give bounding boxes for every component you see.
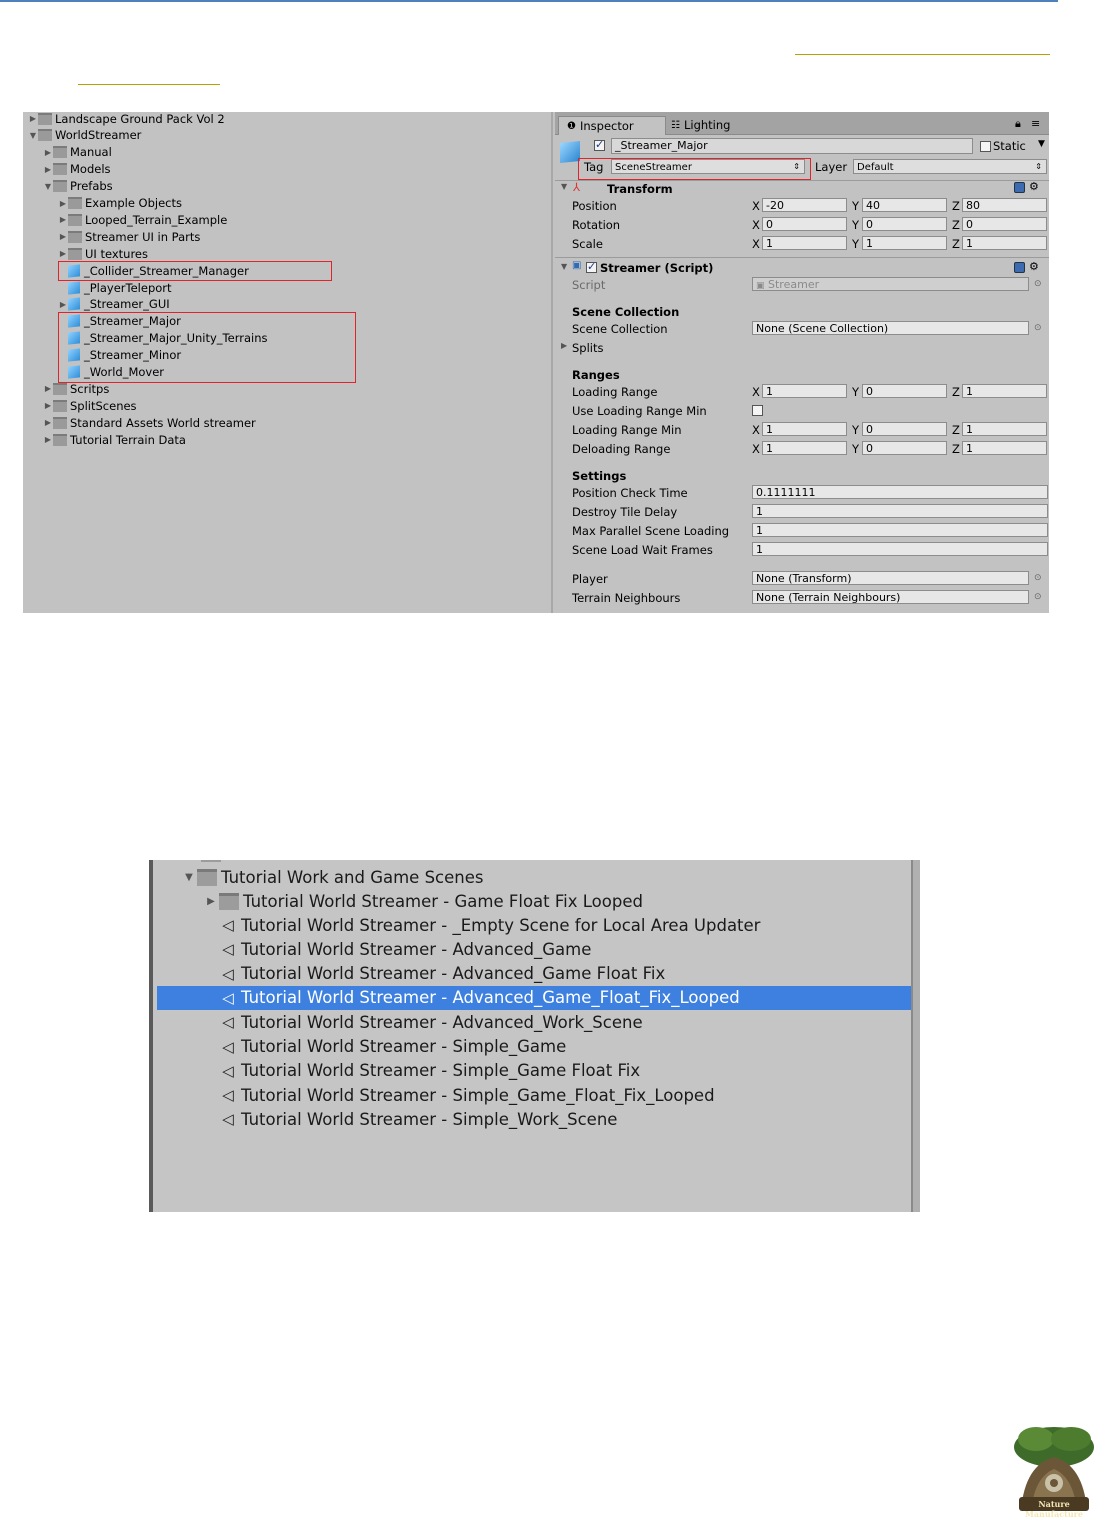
project-item-label: _Streamer_Major: [84, 314, 181, 329]
scene-item[interactable]: [157, 1107, 911, 1131]
folder-icon: [53, 180, 67, 192]
expand-arrow-right-icon[interactable]: ▶: [59, 198, 67, 208]
z-axis-label: Z: [952, 423, 960, 437]
folder-icon: [38, 113, 52, 125]
nature-manufacture-logo: [1011, 1425, 1097, 1517]
unity-scene-icon: ◁: [222, 964, 234, 983]
expand-arrow-right-icon[interactable]: ▶: [44, 147, 52, 157]
y-axis-label: Y: [852, 385, 860, 399]
scene-item[interactable]: [157, 1035, 911, 1059]
deloading-range-y-field[interactable]: 0: [862, 441, 947, 455]
ranges-header: Ranges: [572, 368, 620, 382]
x-axis-label: X: [752, 237, 760, 251]
folder-icon: [53, 383, 67, 395]
section-separator: [555, 180, 1049, 181]
folder-icon: [53, 434, 67, 446]
logo-text: Nature Manufacture: [1025, 1499, 1083, 1519]
position-label: Position: [572, 199, 617, 213]
project-item-label: _Streamer_GUI: [84, 297, 170, 312]
loading-range-min-x-field[interactable]: 1: [762, 422, 847, 436]
scale-x-field[interactable]: 1: [762, 236, 847, 250]
unity-scene-icon: ◁: [222, 916, 234, 934]
terrain-neighbours-field[interactable]: None (Terrain Neighbours): [752, 590, 1029, 604]
link-underline: [795, 54, 1050, 55]
x-axis-label: X: [752, 218, 760, 232]
scene-item[interactable]: [157, 913, 911, 937]
scenes-folder-screenshot: [149, 860, 920, 1212]
scale-y-field[interactable]: 1: [862, 236, 947, 250]
lighting-icon: ☷: [671, 119, 680, 131]
folder-icon: [38, 129, 52, 141]
layer-label: Layer: [815, 160, 848, 174]
folder-game-float-fix-looped[interactable]: ▶ Tutorial World Streamer - Game Float Fix Looped: [157, 889, 920, 913]
scene-item-label: Tutorial World Streamer - _Empty Scene for Local Area Updater: [241, 915, 761, 935]
position-check-time-field[interactable]: 0.1111111: [752, 485, 1048, 499]
z-axis-label: Z: [952, 385, 960, 399]
expand-arrow-down-icon[interactable]: ▼: [44, 181, 52, 191]
tag-label: Tag: [584, 160, 604, 174]
object-picker-icon[interactable]: ⊙: [1034, 279, 1042, 289]
folder-icon: [53, 163, 67, 175]
highlight-collider-manager: [58, 261, 332, 281]
max-parallel-label: Max Parallel Scene Loading: [572, 524, 730, 538]
unity-scene-icon: ◁: [222, 1110, 234, 1129]
project-item[interactable]: [29, 127, 141, 144]
script-file-icon: ▣: [756, 281, 765, 291]
scene-item[interactable]: [157, 1059, 911, 1083]
project-item[interactable]: [59, 228, 200, 245]
expand-arrow-right-icon[interactable]: ▶: [44, 401, 52, 411]
expand-arrow-down-icon[interactable]: ▼: [29, 130, 37, 140]
folder-icon: [53, 417, 67, 429]
expand-arrow-right-icon[interactable]: ▶: [29, 114, 37, 123]
project-item-label: _Collider_Streamer_Manager: [84, 263, 249, 278]
folder-icon: [68, 231, 82, 243]
scale-z-field[interactable]: 1: [962, 236, 1047, 250]
tab-inspector[interactable]: ❶ Inspector: [558, 116, 666, 135]
expand-arrow-right-icon[interactable]: ▶: [44, 435, 52, 445]
static-label: Static: [993, 139, 1026, 153]
splits-label[interactable]: Splits: [572, 341, 604, 355]
project-item-label: SplitScenes: [70, 398, 137, 413]
x-axis-label: X: [752, 199, 760, 213]
scene-item-label: Tutorial World Streamer - Simple_Game_Float_Fix_Looped: [241, 1085, 715, 1105]
deloading-range-label: Deloading Range: [572, 442, 671, 456]
unity-scene-icon: ◁: [222, 1013, 234, 1032]
scene-load-wait-field[interactable]: 1: [752, 542, 1048, 556]
transform-axes-icon: ⅄: [573, 180, 581, 194]
expand-arrow-right-icon[interactable]: ▶: [59, 215, 67, 225]
gear-icon[interactable]: ⚙: [1029, 260, 1039, 273]
gameobject-cube-icon: [560, 141, 580, 163]
highlight-streamers: [58, 312, 356, 383]
splits-fold-arrow-icon[interactable]: ▶: [561, 341, 568, 350]
page-top-rule: [0, 0, 1058, 2]
project-item[interactable]: [44, 397, 137, 414]
scene-item[interactable]: [157, 1083, 911, 1107]
scene-item-label: Tutorial World Streamer - Simple_Game: [241, 1037, 567, 1056]
folder-icon: [68, 214, 82, 226]
unity-scene-icon: ◁: [222, 1061, 234, 1080]
folder-icon: [197, 869, 217, 886]
prefab-icon: [68, 298, 80, 311]
project-item[interactable]: [29, 112, 225, 127]
folder-icon: [53, 146, 67, 158]
section-separator: [555, 257, 1049, 258]
streamer-fold-arrow-icon[interactable]: ▼: [561, 262, 568, 271]
layer-dropdown-arrows-icon: ⇕: [1035, 162, 1042, 171]
project-item-label: _PlayerTeleport: [84, 280, 172, 295]
y-axis-label: Y: [852, 237, 860, 251]
destroy-tile-delay-field[interactable]: 1: [752, 504, 1048, 518]
scene-item[interactable]: [157, 962, 911, 986]
active-checkbox[interactable]: [594, 140, 605, 151]
gear-icon[interactable]: ⚙: [1029, 180, 1039, 193]
layer-dropdown[interactable]: Default ⇕: [853, 159, 1047, 174]
project-item-label: Streamer UI in Parts: [85, 229, 201, 244]
rotation-y-field[interactable]: 0: [862, 217, 947, 231]
project-item-label: Standard Assets World streamer: [70, 415, 256, 430]
z-axis-label: Z: [952, 237, 960, 251]
y-axis-label: Y: [852, 199, 860, 213]
deloading-range-x-field[interactable]: 1: [762, 441, 847, 455]
rotation-z-field[interactable]: 0: [962, 217, 1047, 231]
inspector-panel: [555, 112, 1049, 613]
position-check-time-label: Position Check Time: [572, 486, 688, 500]
expand-arrow-right-icon[interactable]: ▶: [59, 249, 67, 259]
z-axis-label: Z: [952, 442, 960, 456]
project-item-label: Example Objects: [85, 196, 182, 210]
player-label: Player: [572, 572, 608, 586]
scene-item-label: Tutorial World Streamer - Simple_Work_Scene: [241, 1109, 618, 1129]
unity-scene-icon: ◁: [222, 988, 234, 1007]
folder-tutorial-scenes[interactable]: ▼ Tutorial Work and Game Scenes: [157, 865, 920, 889]
loading-range-min-label: Loading Range Min: [572, 423, 682, 437]
project-item[interactable]: [59, 279, 172, 296]
project-item[interactable]: [44, 144, 112, 161]
rotation-x-field[interactable]: 0: [762, 217, 847, 231]
static-dropdown-icon[interactable]: ▼: [1038, 139, 1045, 149]
project-item[interactable]: [59, 195, 182, 212]
script-label: Script: [572, 278, 606, 292]
folder-icon: [53, 400, 67, 412]
panel-left-edge: [149, 860, 153, 1212]
project-item-label: UI textures: [85, 246, 148, 261]
lock-icon[interactable]: 🔒︎: [1015, 117, 1021, 130]
expand-arrow-right-icon[interactable]: ▶: [59, 232, 67, 242]
y-axis-label: Y: [852, 442, 860, 456]
terrain-neighbours-label: Terrain Neighbours: [572, 591, 681, 605]
scene-item-label: Tutorial World Streamer - Simple_Game Float Fix: [241, 1061, 641, 1081]
scene-item-label: Tutorial World Streamer - Advanced_Game Float Fix: [241, 964, 666, 984]
loading-range-min-y-field[interactable]: 0: [862, 422, 947, 436]
link-underline-continued: [78, 84, 220, 85]
project-item-label: _Streamer_Major_Unity_Terrains: [84, 331, 268, 346]
project-item-label: Landscape Ground Pack Vol 2: [55, 112, 225, 126]
scene-item-label: Tutorial World Streamer - Advanced_Game: [241, 939, 592, 959]
script-field: ▣ Streamer: [752, 277, 1029, 291]
folder-icon: [68, 248, 82, 260]
expand-arrow-right-icon[interactable]: ▶: [44, 384, 52, 394]
project-item-label: WorldStreamer: [55, 128, 142, 143]
streamer-title: Streamer (Script): [600, 261, 714, 275]
use-loading-range-min-checkbox[interactable]: [752, 405, 763, 416]
expand-arrow-right-icon[interactable]: ▶: [207, 895, 215, 907]
x-axis-label: X: [752, 442, 760, 456]
unity-scene-icon: ◁: [222, 1086, 234, 1105]
scale-label: Scale: [572, 237, 603, 251]
loading-range-y-field[interactable]: 0: [862, 384, 947, 398]
prefab-icon: [68, 281, 80, 294]
rotation-label: Rotation: [572, 218, 621, 232]
unity-scene-icon: ◁: [222, 940, 234, 959]
x-axis-label: X: [752, 385, 760, 399]
position-x-field[interactable]: -20: [762, 198, 847, 212]
help-icon[interactable]: [1014, 182, 1025, 193]
scene-collection-field[interactable]: None (Scene Collection): [752, 321, 1029, 335]
x-axis-label: X: [752, 423, 760, 437]
deloading-range-z-field[interactable]: 1: [962, 441, 1047, 455]
unity-scene-icon: ◁: [222, 1037, 234, 1056]
expand-arrow-right-icon[interactable]: ▶: [59, 299, 67, 309]
expand-arrow-right-icon[interactable]: ▶: [44, 418, 52, 428]
project-item-label: _World_Mover: [84, 365, 165, 379]
settings-header: Settings: [572, 469, 627, 483]
transform-fold-arrow-icon[interactable]: ▼: [561, 182, 568, 191]
use-loading-range-min-label: Use Loading Range Min: [572, 404, 707, 418]
project-item-label: Looped_Terrain_Example: [85, 212, 228, 227]
loading-range-min-z-field[interactable]: 1: [962, 422, 1047, 436]
project-item[interactable]: [44, 431, 186, 448]
project-item-label: Prefabs: [70, 179, 113, 194]
y-axis-label: Y: [852, 423, 860, 437]
project-item[interactable]: [44, 161, 111, 178]
panel-divider[interactable]: [551, 112, 553, 613]
scene-item[interactable]: [157, 937, 911, 961]
scene-item[interactable]: [157, 986, 911, 1010]
position-z-field[interactable]: 80: [962, 198, 1047, 212]
loading-range-x-field[interactable]: 1: [762, 384, 847, 398]
max-parallel-field[interactable]: 1: [752, 523, 1048, 537]
scene-collection-header: Scene Collection: [572, 305, 680, 319]
project-item[interactable]: [59, 211, 227, 228]
object-name-field[interactable]: _Streamer_Major: [611, 138, 973, 154]
tab-lighting[interactable]: ☷ Lighting: [671, 118, 731, 132]
streamer-enabled-checkbox[interactable]: [586, 262, 597, 273]
expand-arrow-down-icon[interactable]: ▼: [185, 871, 193, 883]
destroy-tile-delay-label: Destroy Tile Delay: [572, 505, 678, 519]
help-icon[interactable]: [1014, 262, 1025, 273]
info-icon: ❶: [567, 120, 576, 132]
scene-collection-label: Scene Collection: [572, 322, 668, 336]
menu-icon[interactable]: ≡: [1031, 117, 1041, 130]
project-item-label: _Streamer_Minor: [84, 348, 182, 363]
unity-editor-screenshot: [23, 112, 1049, 613]
folder-icon: [68, 197, 82, 209]
project-item-label: Scritps: [70, 381, 110, 396]
object-picker-icon[interactable]: ⊙: [1034, 323, 1042, 333]
project-item[interactable]: [59, 245, 148, 262]
z-axis-label: Z: [952, 218, 960, 232]
inspector-tabbar: [555, 112, 1049, 135]
script-icon: ▣: [572, 260, 582, 271]
tag-dropdown[interactable]: SceneStreamer ⇕: [611, 159, 805, 174]
loading-range-z-field[interactable]: 1: [962, 384, 1047, 398]
project-item-label: Models: [70, 162, 111, 177]
player-field[interactable]: None (Transform): [752, 571, 1029, 585]
project-item-label: Tutorial Terrain Data: [70, 432, 186, 447]
object-picker-icon[interactable]: ⊙: [1034, 573, 1042, 583]
expand-arrow-right-icon[interactable]: ▶: [44, 164, 52, 174]
project-item-label: Manual: [70, 145, 112, 160]
project-item[interactable]: [44, 178, 113, 195]
tag-dropdown-arrows-icon: ⇕: [793, 162, 800, 171]
transform-title: Transform: [607, 182, 673, 196]
object-picker-icon[interactable]: ⊙: [1034, 592, 1042, 602]
scene-load-wait-label: Scene Load Wait Frames: [572, 543, 713, 557]
folder-stub-icon: [201, 860, 221, 862]
folder-icon: [219, 893, 239, 910]
loading-range-label: Loading Range: [572, 385, 658, 399]
position-y-field[interactable]: 40: [862, 198, 947, 212]
scene-item-label: Tutorial World Streamer - Advanced_Game_Float_Fix_Looped: [241, 988, 740, 1008]
project-item[interactable]: [44, 414, 256, 431]
z-axis-label: Z: [952, 199, 960, 213]
scene-item[interactable]: [157, 1010, 911, 1034]
project-item[interactable]: [59, 296, 170, 313]
y-axis-label: Y: [852, 218, 860, 232]
scene-item-label: Tutorial World Streamer - Advanced_Work_Scene: [241, 1012, 643, 1032]
static-checkbox[interactable]: [980, 141, 991, 152]
